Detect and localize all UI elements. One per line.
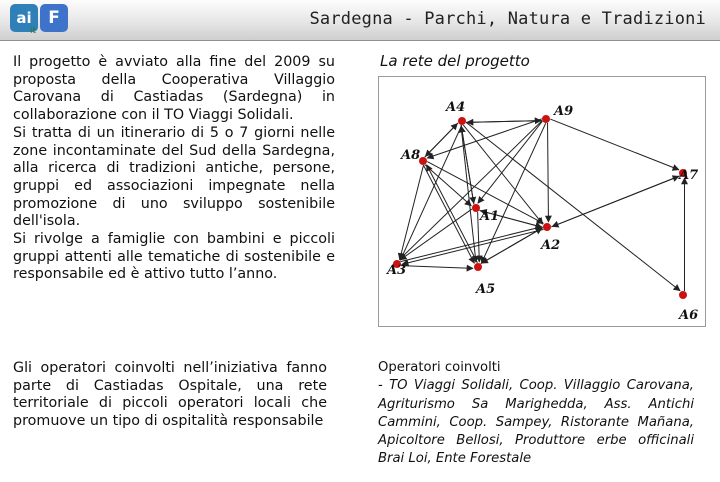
network-edges: [400, 119, 685, 291]
network-edge-a9-a3: [400, 121, 543, 260]
network-node-a6: [679, 291, 687, 299]
network-edge-a4-a6: [466, 122, 680, 290]
network-label-a7: A7: [679, 168, 699, 183]
intro-paragraph-2: Si tratta di un itinerario di 5 o 7 giorni nelle zone incontaminate del Sud della Sardegna, alla ricerca di tradizioni antiche, persone, gruppi ed associazioni impegnate nella promozione di uno sviluppo sostenibile dell'isola.: [13, 124, 335, 230]
network-edge-a7-a2: [552, 176, 680, 227]
logo-a-text: ai: [16, 9, 32, 27]
network-node-a9: [542, 115, 550, 123]
slide-header: [0, 0, 720, 41]
logo-b-text: F: [48, 8, 60, 28]
intro-paragraph-1: Il progetto è avviato alla fine del 2009 su proposta della Cooperativa Villaggio Carovana di Castiadas (Sardegna) in collaborazione con il TO Viaggi Solidali.: [13, 54, 335, 124]
network-label-a6: A6: [679, 308, 699, 323]
network-edge-a9-a1: [478, 121, 542, 203]
network-edge-a8-a1: [425, 165, 471, 206]
network-edge-a4-a3: [400, 125, 461, 260]
intro-text: [13, 54, 335, 284]
network-edge-a9-a7: [550, 119, 679, 170]
operators-list: [378, 359, 694, 469]
network-label-a5: A5: [476, 282, 496, 297]
network-edge-a3-a5: [401, 266, 473, 269]
operators-list-heading: Operatori coinvolti: [378, 360, 501, 375]
network-node-a8: [419, 157, 427, 165]
operators-text: [13, 360, 327, 431]
network-edge-a9-a2: [548, 123, 549, 222]
network-label-a8: A8: [401, 148, 421, 163]
brand-f-logo-icon: [40, 4, 68, 32]
network-label-a3: A3: [387, 263, 407, 278]
network-diagram: [378, 76, 706, 327]
network-label-a1: A1: [480, 209, 500, 224]
network-graph: [379, 77, 705, 326]
network-label-a9: A9: [554, 104, 574, 119]
network-nodes: [385, 100, 698, 323]
network-node-a5: [474, 263, 482, 271]
network-edge-a8-a4: [425, 124, 458, 158]
operators-paragraph: Gli operatori coinvolti nell’iniziativa fanno parte di Castiadas Ospitale, una rete territoriale di piccoli operatori locali che promuove un tipo di ospitalità responsabile: [13, 360, 327, 430]
network-node-a2: [543, 223, 551, 231]
logo-sub-text: it: [30, 26, 37, 36]
network-edge-a5-a2: [481, 228, 542, 263]
network-node-a4: [458, 117, 466, 125]
operators-list-body: - TO Viaggi Solidali, Coop. Villaggio Carovana, Agriturismo Sa Marighedda, Ass. Antichi Cammini, Coop. Sampey, Ristorante Mañana, Apicoltore Bellosi, Produttore erbe officinali Brai Loi, Ente Forestale: [378, 378, 694, 467]
page-title: Sardegna - Parchi, Natura e Tradizioni: [309, 9, 706, 29]
network-label-a2: A2: [541, 238, 561, 253]
network-node-a1: [472, 204, 480, 212]
network-title: La rete del progetto: [380, 52, 530, 70]
intro-paragraph-3: Si rivolge a famiglie con bambini e piccoli gruppi attenti alle tematiche di sostenibile e responsabile ed è attivo tutto l’anno.: [13, 231, 335, 283]
network-label-a4: A4: [446, 100, 466, 115]
